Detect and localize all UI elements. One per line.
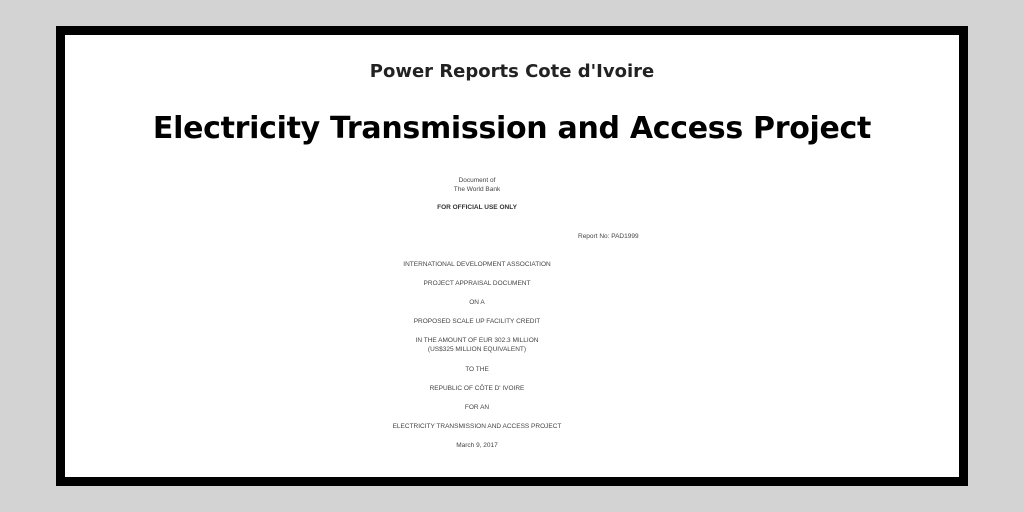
on-a-label: ON A (469, 299, 485, 306)
association-name: INTERNATIONAL DEVELOPMENT ASSOCIATION (403, 261, 551, 268)
recipient-name: REPUBLIC OF CÔTE D' IVOIRE (429, 385, 525, 392)
to-the-label: TO THE (465, 366, 489, 373)
report-number: Report No: PAD1999 (578, 233, 639, 240)
for-an-label: FOR AN (464, 404, 490, 411)
page-title: Electricity Transmission and Access Project (152, 111, 872, 146)
document-frame (56, 26, 968, 486)
document-type: PROJECT APPRAISAL DOCUMENT (423, 280, 531, 287)
document-date: March 9, 2017 (456, 442, 498, 449)
organization-name: The World Bank (453, 186, 501, 193)
amount-eur: IN THE AMOUNT OF EUR 302.3 MILLION (415, 337, 539, 344)
project-name: ELECTRICITY TRANSMISSION AND ACCESS PROJECT (392, 423, 562, 430)
series-subtitle: Power Reports Cote d'Ivoire (369, 61, 655, 82)
doc-of-label: Document of (458, 177, 496, 184)
restriction-label: FOR OFFICIAL USE ONLY (437, 204, 517, 211)
credit-description: PROPOSED SCALE UP FACILITY CREDIT (413, 318, 541, 325)
amount-usd: (US$325 MILLION EQUIVALENT) (427, 346, 527, 353)
